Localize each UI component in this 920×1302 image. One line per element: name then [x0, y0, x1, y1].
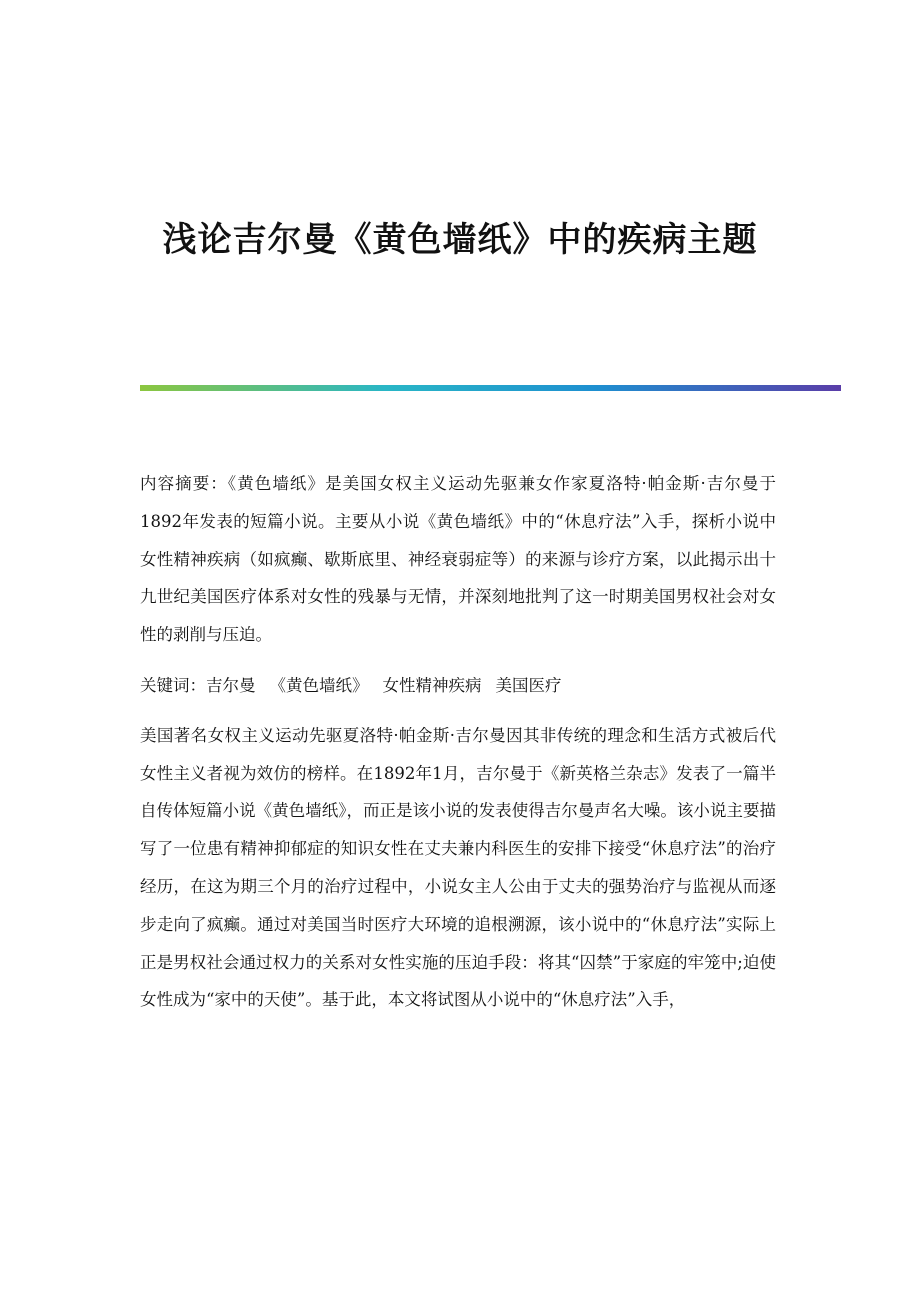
abstract-paragraph [140, 465, 776, 654]
document-title: 浅论吉尔曼《黄色墙纸》中的疾病主题 [162, 220, 758, 260]
keywords-paragraph [140, 667, 776, 705]
title-divider [140, 385, 841, 391]
abstract-label: 内容摘要： [140, 474, 228, 493]
document-body [140, 465, 776, 1032]
keyword-item: 美国医疗 [495, 675, 562, 695]
body-paragraph: 美国著名女权主义运动先驱夏洛特·帕金斯·吉尔曼因其非传统的理念和生活方式被后代女性主义者视为效仿的榜样。在1892年1月，吉尔曼于《新英格兰杂志》发表了一篇半自传体短篇小说《黄色墙纸》，而正是该小说的发表使得吉尔曼声名大噪。该小说主要描写了一位患有精神抑郁症的知识女性在丈夫兼内科医生的安排下接受“休息疗法”的治疗经历，在这为期三个月的治疗过程中，小说女主人公由于丈夫的强势治疗与监视从而逐步走向了疯癫。通过对美国当时医疗大环境的追根溯源，该小说中的“休息疗法”实际上正是男权社会通过权力的关系对女性实施的压迫手段：将其“囚禁”于家庭的牢笼中;迫使女性成为“家中的天使”。基于此，本文将试图从小说中的“休息疗法”入手， [140, 725, 776, 1010]
keyword-item: 女性精神疾病 [382, 675, 482, 695]
keyword-item: 吉尔曼 [206, 675, 256, 695]
abstract-text: 《黄色墙纸》是美国女权主义运动先驱兼女作家夏洛特·帕金斯·吉尔曼于1892年发表的短篇小说。主要从小说《黄色墙纸》中的“休息疗法”入手，探析小说中女性精神疾病（如疯癫、歇斯底里、神经衰弱症等）的来源与诊疗方案，以此揭示出十九世纪美国医疗体系对女性的残暴与无情，并深刻地批判了这一时期美国男权社会对女性的剥削与压迫。 [140, 474, 776, 645]
keywords-label: 关键词： [140, 675, 206, 695]
keyword-item: 《黄色墙纸》 [269, 675, 369, 695]
